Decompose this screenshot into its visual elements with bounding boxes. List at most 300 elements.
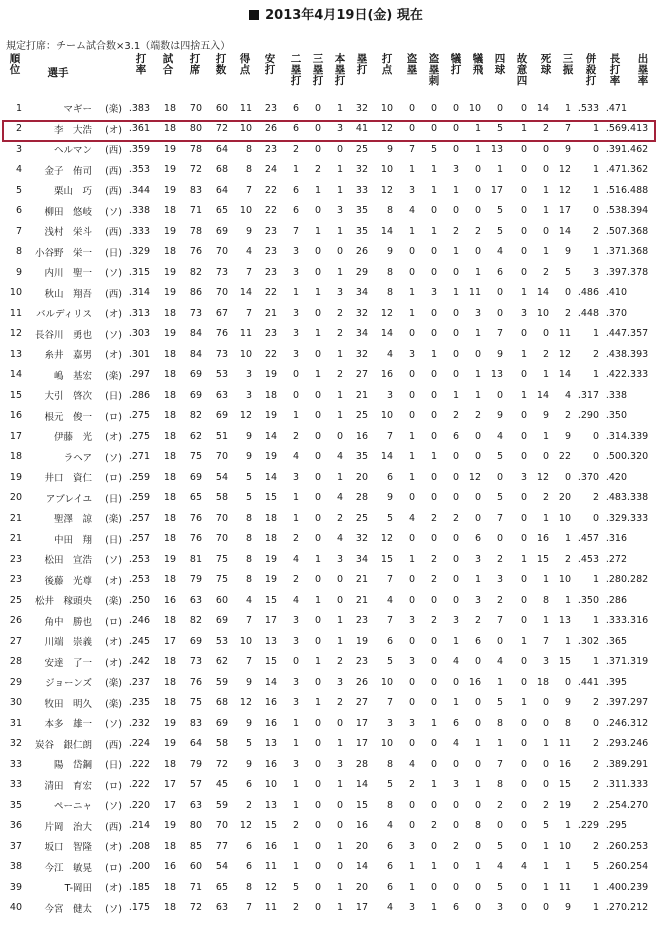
stat-cell: 2 <box>336 307 343 319</box>
stat-cell: 12 <box>239 410 252 422</box>
team-cell: (オ) <box>105 350 122 362</box>
team-cell: (ロ) <box>105 862 122 874</box>
stat-cell: 21 <box>355 574 368 586</box>
stat-cell: 0 <box>520 533 527 545</box>
stat-cell: 2 <box>452 512 459 524</box>
stat-cell: 0 <box>474 799 481 811</box>
rank-cell: 8 <box>15 246 22 258</box>
stat-cell: 16 <box>355 820 368 832</box>
stat-cell: 3 <box>496 574 503 586</box>
stat-cell: 14 <box>536 389 549 401</box>
stat-cell: 1 <box>408 451 415 463</box>
stat-cell: 2 <box>336 697 343 709</box>
stat-cell: 3 <box>430 287 437 299</box>
stat-cell: .200 <box>128 861 150 873</box>
stat-cell: 1 <box>564 820 571 832</box>
stat-cell: 1 <box>408 164 415 176</box>
stat-cell: 1 <box>430 779 437 791</box>
stat-cell: .350 <box>577 594 599 606</box>
stat-cell: 84 <box>189 348 202 360</box>
stat-cell: 78 <box>189 143 202 155</box>
stat-cell: 11 <box>558 738 571 750</box>
stat-cell: 1 <box>542 881 549 893</box>
stat-cell: 2 <box>292 902 299 914</box>
stat-cell: 1 <box>292 164 299 176</box>
rank-cell: 14 <box>9 369 22 381</box>
table-row <box>0 549 648 570</box>
stat-cell: 78 <box>189 225 202 237</box>
stat-cell: 5 <box>496 492 503 504</box>
stat-cell: 0 <box>408 799 415 811</box>
player-name: 清田 育宏 <box>44 780 92 792</box>
stat-cell: 2 <box>408 779 415 791</box>
stat-cell: 2 <box>542 123 549 135</box>
stat-cell: 70 <box>215 246 228 258</box>
stat-cell: 0 <box>520 574 527 586</box>
stat-cell: .569 <box>605 123 627 135</box>
stat-cell: 22 <box>264 184 277 196</box>
stat-cell: 12 <box>380 533 393 545</box>
stat-cell: 1 <box>542 738 549 750</box>
stat-cell: .391 <box>605 143 627 155</box>
stat-cell: 1 <box>520 348 527 360</box>
stat-cell: .246 <box>128 615 150 627</box>
stat-cell: 4 <box>245 246 252 258</box>
rank-cell: 33 <box>9 758 22 770</box>
stat-cell: .371 <box>605 656 627 668</box>
stat-cell: 1 <box>292 861 299 873</box>
stat-cell: 26 <box>355 246 368 258</box>
table-row <box>0 508 648 529</box>
team-cell: (楽) <box>105 596 122 608</box>
stat-cell: 1 <box>564 594 571 606</box>
team-cell: (西) <box>105 227 122 239</box>
stat-cell: 0 <box>496 820 503 832</box>
rank-cell: 21 <box>9 533 22 545</box>
team-cell: (オ) <box>105 842 122 854</box>
stat-cell: 4 <box>336 451 343 463</box>
rank-cell: 36 <box>9 820 22 832</box>
stat-cell: 19 <box>163 184 176 196</box>
stat-cell: 0 <box>314 451 321 463</box>
stat-cell: 9 <box>245 676 252 688</box>
stat-cell: 26 <box>355 676 368 688</box>
player-name: 秋山 翔吾 <box>44 288 92 300</box>
stat-cell: 7 <box>245 656 252 668</box>
team-cell: (ソ) <box>105 719 122 731</box>
stat-cell: 0 <box>520 840 527 852</box>
rank-cell: 21 <box>9 512 22 524</box>
stat-cell: 1 <box>430 225 437 237</box>
stat-cell: 1 <box>592 369 599 381</box>
stat-cell: 0 <box>430 205 437 217</box>
stat-cell: 0 <box>430 758 437 770</box>
stat-cell: 16 <box>264 758 277 770</box>
stat-cell: 18 <box>163 758 176 770</box>
stat-cell: 9 <box>564 697 571 709</box>
stat-cell: 3 <box>292 266 299 278</box>
stat-cell: .311 <box>605 779 627 791</box>
stat-cell: .224 <box>128 738 150 750</box>
stat-cell: 14 <box>380 225 393 237</box>
stat-cell: 1 <box>408 471 415 483</box>
header-20: 三 振 <box>562 53 574 76</box>
stat-cell: 70 <box>215 820 228 832</box>
stat-cell: 1 <box>520 635 527 647</box>
stat-cell: 5 <box>564 266 571 278</box>
stat-cell: 0 <box>520 102 527 114</box>
stat-cell: .368 <box>627 225 649 237</box>
stat-cell: 4 <box>452 656 459 668</box>
team-cell: (楽) <box>105 370 122 382</box>
stats-table <box>0 98 648 918</box>
stat-cell: 2 <box>245 799 252 811</box>
stat-cell: 0 <box>314 840 321 852</box>
header-14: 盗 塁 刺 <box>428 53 440 87</box>
stat-cell: 0 <box>314 348 321 360</box>
stat-cell: 3 <box>245 389 252 401</box>
stat-cell: .185 <box>128 881 150 893</box>
stat-cell: 1 <box>474 738 481 750</box>
stat-cell: .253 <box>128 574 150 586</box>
stat-cell: 16 <box>264 840 277 852</box>
stat-cell: 0 <box>430 492 437 504</box>
stat-cell: 0 <box>452 471 459 483</box>
stat-cell: 0 <box>314 574 321 586</box>
stat-cell: 69 <box>215 717 228 729</box>
stat-cell: 15 <box>536 553 549 565</box>
stat-cell: 15 <box>558 779 571 791</box>
stat-cell: 3 <box>408 840 415 852</box>
stat-cell: 8 <box>542 594 549 606</box>
stat-cell: .397 <box>605 697 627 709</box>
stat-cell: .301 <box>128 348 150 360</box>
stat-cell: 3 <box>292 697 299 709</box>
team-cell: (日) <box>105 534 122 546</box>
stat-cell: .357 <box>627 328 649 340</box>
header-17: 四 球 <box>494 53 506 76</box>
stat-cell: 6 <box>292 184 299 196</box>
stat-cell: 1 <box>474 861 481 873</box>
player-name: バルディリス <box>35 309 92 321</box>
stat-cell: 34 <box>355 328 368 340</box>
stat-cell: 19 <box>163 164 176 176</box>
stat-cell: 6 <box>245 779 252 791</box>
stat-cell: 23 <box>264 246 277 258</box>
stat-cell: .314 <box>605 430 627 442</box>
stat-cell: 0 <box>520 246 527 258</box>
stat-cell: 19 <box>163 143 176 155</box>
stat-cell: 0 <box>408 574 415 586</box>
player-name: 坂口 智隆 <box>44 842 92 854</box>
stat-cell: 3 <box>386 389 393 401</box>
stat-cell: 1 <box>430 717 437 729</box>
table-header <box>0 54 672 98</box>
stat-cell: 12 <box>558 348 571 360</box>
stat-cell: 0 <box>496 389 503 401</box>
player-name: 中田 翔 <box>53 534 92 546</box>
stat-cell: 0 <box>314 717 321 729</box>
player-name: 牧田 明久 <box>44 698 92 710</box>
stat-cell: 20 <box>355 471 368 483</box>
stat-cell: 0 <box>452 881 459 893</box>
stat-cell: 1 <box>520 389 527 401</box>
table-row <box>0 98 648 119</box>
stat-cell: .314 <box>128 287 150 299</box>
stat-cell: 54 <box>215 471 228 483</box>
stat-cell: 1 <box>408 861 415 873</box>
stat-cell: 69 <box>189 389 202 401</box>
stat-cell: 64 <box>215 143 228 155</box>
stat-cell: 2 <box>496 799 503 811</box>
stat-cell: 1 <box>474 143 481 155</box>
rank-cell: 3 <box>15 143 22 155</box>
stat-cell: 1 <box>292 410 299 422</box>
stat-cell: 16 <box>163 594 176 606</box>
stat-cell: 0 <box>520 410 527 422</box>
stat-cell: 0 <box>474 717 481 729</box>
stat-cell: 3 <box>474 307 481 319</box>
stat-cell: 0 <box>430 307 437 319</box>
table-row <box>0 406 648 427</box>
stat-cell: 6 <box>474 635 481 647</box>
stat-cell: 1 <box>592 184 599 196</box>
team-cell: (西) <box>105 145 122 157</box>
stat-cell: 68 <box>215 697 228 709</box>
table-row <box>0 611 648 632</box>
stat-cell: 3 <box>336 676 343 688</box>
stat-cell: .272 <box>605 553 627 565</box>
stat-cell: 8 <box>474 820 481 832</box>
header-21: 併 殺 打 <box>585 53 597 87</box>
stat-cell: 1 <box>520 287 527 299</box>
stat-cell: 0 <box>474 430 481 442</box>
stat-cell: 18 <box>163 840 176 852</box>
stat-cell: 83 <box>189 184 202 196</box>
stat-cell: 0 <box>430 410 437 422</box>
stat-cell: 16 <box>380 369 393 381</box>
stat-cell: 7 <box>245 307 252 319</box>
stat-cell: 70 <box>189 102 202 114</box>
stat-cell: 0 <box>314 820 321 832</box>
stat-cell: 4 <box>292 594 299 606</box>
stat-cell: 13 <box>264 635 277 647</box>
stat-cell: .290 <box>577 410 599 422</box>
table-row <box>0 693 648 714</box>
stat-cell: 32 <box>355 102 368 114</box>
stat-cell: 10 <box>380 738 393 750</box>
player-name: 大引 啓次 <box>44 391 92 403</box>
stat-cell: 0 <box>452 574 459 586</box>
stat-cell: 2 <box>592 492 599 504</box>
stat-cell: 19 <box>163 287 176 299</box>
stat-cell: 10 <box>468 102 481 114</box>
header-16: 犠 飛 <box>472 53 484 76</box>
stat-cell: 57 <box>189 779 202 791</box>
stat-cell: 4 <box>496 430 503 442</box>
stat-cell: 76 <box>189 676 202 688</box>
stat-cell: .483 <box>605 492 627 504</box>
player-name: ヘルマン <box>53 145 92 157</box>
stat-cell: .282 <box>627 574 649 586</box>
stat-cell: 19 <box>163 225 176 237</box>
table-row <box>0 795 648 816</box>
stat-cell: 16 <box>355 430 368 442</box>
stat-cell: .333 <box>627 369 649 381</box>
stat-cell: 53 <box>215 635 228 647</box>
stat-cell: .397 <box>605 266 627 278</box>
stat-cell: .471 <box>605 164 627 176</box>
stat-cell: 6 <box>452 717 459 729</box>
stat-cell: 0 <box>430 799 437 811</box>
stat-cell: .313 <box>128 307 150 319</box>
stat-cell: 1 <box>336 164 343 176</box>
stat-cell: 3 <box>592 266 599 278</box>
stat-cell: 0 <box>496 533 503 545</box>
stat-cell: 0 <box>496 307 503 319</box>
stat-cell: 27 <box>355 697 368 709</box>
stat-cell: 0 <box>542 697 549 709</box>
stat-cell: 4 <box>408 758 415 770</box>
rank-cell: 26 <box>9 615 22 627</box>
stat-cell: 70 <box>215 451 228 463</box>
stat-cell: 60 <box>215 102 228 114</box>
stat-cell: .462 <box>627 143 649 155</box>
stat-cell: 2 <box>430 574 437 586</box>
stat-cell: 4 <box>336 492 343 504</box>
stat-cell: 0 <box>520 779 527 791</box>
stat-cell: 2 <box>474 225 481 237</box>
stat-cell: 73 <box>215 348 228 360</box>
player-name: 根元 俊一 <box>44 411 92 423</box>
stat-cell: 21 <box>264 307 277 319</box>
stat-cell: 0 <box>314 492 321 504</box>
stat-cell: 2 <box>592 799 599 811</box>
stat-cell: .232 <box>128 717 150 729</box>
stat-cell: 18 <box>163 615 176 627</box>
stat-cell: 2 <box>474 615 481 627</box>
rank-cell: 11 <box>9 307 22 319</box>
stat-cell: 0 <box>314 471 321 483</box>
stat-cell: 58 <box>215 738 228 750</box>
stat-cell: .291 <box>627 758 649 770</box>
rank-cell: 5 <box>15 184 22 196</box>
stat-cell: 0 <box>452 820 459 832</box>
stat-cell: 23 <box>264 102 277 114</box>
stat-cell: 19 <box>558 799 571 811</box>
stat-cell: 9 <box>245 451 252 463</box>
stat-cell: 0 <box>452 758 459 770</box>
stat-cell: 17 <box>163 779 176 791</box>
stat-cell: 8 <box>564 717 571 729</box>
stat-cell: 2 <box>430 553 437 565</box>
stat-cell: 5 <box>430 143 437 155</box>
stat-cell: 11 <box>264 902 277 914</box>
stat-cell: 18 <box>163 430 176 442</box>
table-row <box>0 857 648 878</box>
stat-cell: 9 <box>542 410 549 422</box>
stat-cell: 58 <box>215 492 228 504</box>
stat-cell: 2 <box>292 143 299 155</box>
table-row <box>0 426 648 447</box>
stat-cell: 7 <box>564 123 571 135</box>
stat-cell: 1 <box>314 594 321 606</box>
stat-cell: 1 <box>542 840 549 852</box>
stat-cell: 18 <box>163 881 176 893</box>
rank-cell: 33 <box>9 779 22 791</box>
stat-cell: 34 <box>355 287 368 299</box>
stat-cell: 0 <box>452 102 459 114</box>
stat-cell: .488 <box>627 184 649 196</box>
stat-cell: 18 <box>163 307 176 319</box>
stat-cell: 0 <box>592 430 599 442</box>
stat-cell: 0 <box>542 451 549 463</box>
team-cell: (オ) <box>105 309 122 321</box>
stat-cell: 35 <box>355 225 368 237</box>
stat-cell: 0 <box>336 143 343 155</box>
stat-cell: 69 <box>215 410 228 422</box>
stat-cell: 0 <box>520 430 527 442</box>
stat-cell: 14 <box>239 287 252 299</box>
stat-cell: 2 <box>336 328 343 340</box>
stat-cell: 0 <box>430 430 437 442</box>
stat-cell: 18 <box>264 533 277 545</box>
stat-cell: .365 <box>605 635 627 647</box>
rank-cell: 23 <box>9 574 22 586</box>
team-cell: (ソ) <box>105 329 122 341</box>
stat-cell: 0 <box>474 246 481 258</box>
stat-cell: 0 <box>430 246 437 258</box>
stat-cell: .413 <box>627 123 649 135</box>
stat-cell: 1 <box>474 328 481 340</box>
stat-cell: 6 <box>292 102 299 114</box>
stat-cell: 0 <box>496 635 503 647</box>
stat-cell: 3 <box>496 902 503 914</box>
player-name: 李 大浩 <box>53 124 92 136</box>
rank-cell: 32 <box>9 738 22 750</box>
stat-cell: 4 <box>245 594 252 606</box>
stat-cell: 16 <box>264 717 277 729</box>
stat-cell: 1 <box>336 738 343 750</box>
stat-cell: 71 <box>189 881 202 893</box>
stat-cell: 10 <box>536 307 549 319</box>
stat-cell: 0 <box>520 225 527 237</box>
stat-cell: 2 <box>542 799 549 811</box>
team-cell: (ソ) <box>105 268 122 280</box>
stat-cell: 6 <box>292 123 299 135</box>
stat-cell: 16 <box>558 758 571 770</box>
stat-cell: 1 <box>408 881 415 893</box>
stat-cell: 5 <box>496 451 503 463</box>
stat-cell: 0 <box>408 697 415 709</box>
stat-cell: 65 <box>215 881 228 893</box>
stat-cell: 64 <box>215 184 228 196</box>
team-cell: (オ) <box>105 657 122 669</box>
stat-cell: .260 <box>605 840 627 852</box>
stat-cell: 69 <box>189 369 202 381</box>
stat-cell: 4 <box>496 861 503 873</box>
player-name: アブレイユ <box>45 493 92 505</box>
stat-cell: 1 <box>592 574 599 586</box>
stat-cell: 0 <box>474 184 481 196</box>
stat-cell: 1 <box>430 164 437 176</box>
stat-cell: 63 <box>189 594 202 606</box>
stat-cell: .378 <box>627 266 649 278</box>
header-7: 安 打 <box>264 53 276 76</box>
stat-cell: .453 <box>577 553 599 565</box>
stat-cell: 0 <box>408 738 415 750</box>
stat-cell: 13 <box>490 143 503 155</box>
